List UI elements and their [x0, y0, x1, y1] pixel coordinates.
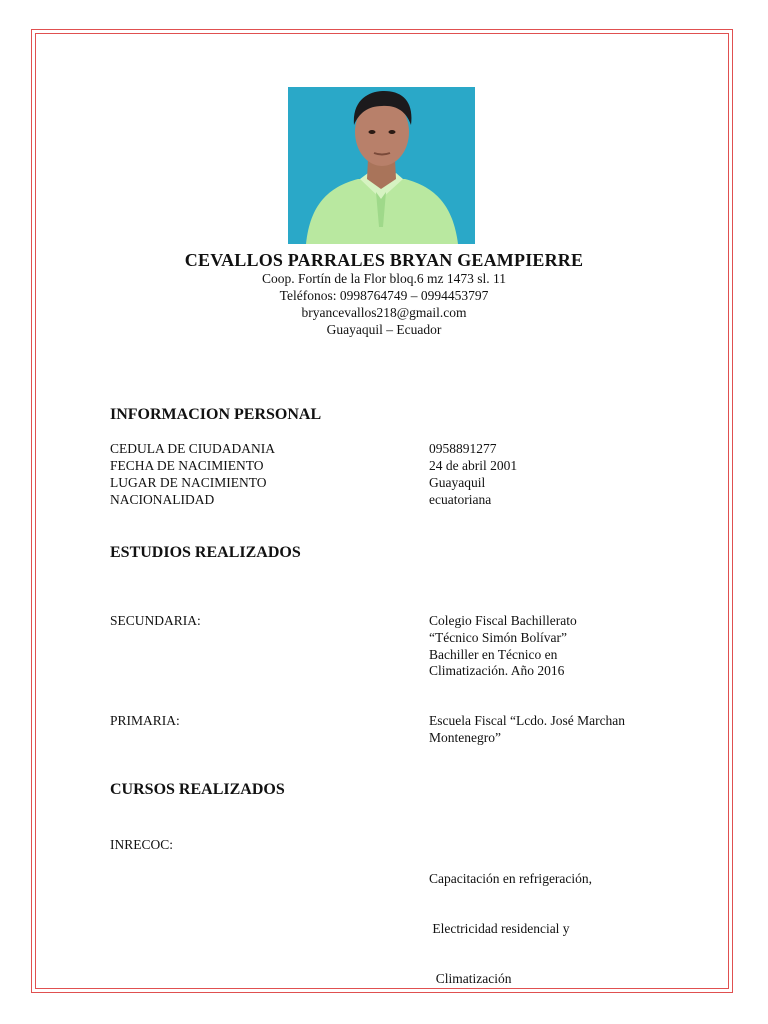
course-line: Capacitación en refrigeración, [429, 870, 593, 886]
section-title-personal: INFORMACION PERSONAL [110, 406, 322, 423]
secundaria-line: Colegio Fiscal Bachillerato [429, 613, 577, 628]
label-primaria: PRIMARIA: [110, 713, 180, 728]
value-primaria [429, 713, 625, 747]
value-lugar-nacimiento: Guayaquil [429, 475, 486, 490]
label-inrecoc: INRECOC: [110, 837, 174, 852]
primaria-line: Montenegro” [429, 729, 501, 745]
phones-text: Teléfonos: 0998764749 – 0994453797 [279, 288, 489, 303]
label-lugar-nacimiento: LUGAR DE NACIMIENTO [110, 475, 267, 490]
section-title-studies: ESTUDIOS REALIZADOS [110, 544, 301, 561]
value-nacionalidad: ecuatoriana [429, 492, 492, 507]
section-title-courses: CURSOS REALIZADOS [110, 781, 285, 798]
value-fecha-nacimiento: 24 de abril 2001 [429, 458, 518, 473]
value-secundaria [429, 613, 577, 680]
label-cedula: CEDULA DE CIUDADANIA [110, 441, 275, 456]
value-inrecoc [429, 837, 592, 1005]
secundaria-line: Climatización. Año 2016 [429, 663, 565, 679]
course-line: Climatización [429, 971, 512, 987]
city-text: Guayaquil – Ecuador [326, 322, 442, 337]
label-nacionalidad: NACIONALIDAD [110, 492, 215, 507]
email-link[interactable]: bryancevallos218@gmail.com [301, 305, 467, 320]
course-line: Electricidad residencial y [429, 920, 570, 936]
label-fecha-nacimiento: FECHA DE NACIMIENTO [110, 458, 264, 473]
label-secundaria: SECUNDARIA: [110, 613, 201, 628]
value-cedula: 0958891277 [429, 441, 497, 456]
address-text: Coop. Fortín de la Flor bloq.6 mz 1473 sl. 11 [262, 271, 506, 286]
primaria-line: Escuela Fiscal “Lcdo. José Marchan [429, 713, 626, 728]
secundaria-line: Bachiller en Técnico en [429, 646, 558, 662]
candidate-name: CEVALLOS PARRALES BRYAN GEAMPIERRE [184, 250, 584, 270]
profile-photo [288, 87, 475, 244]
secundaria-line: “Técnico Simón Bolívar” [429, 629, 567, 645]
